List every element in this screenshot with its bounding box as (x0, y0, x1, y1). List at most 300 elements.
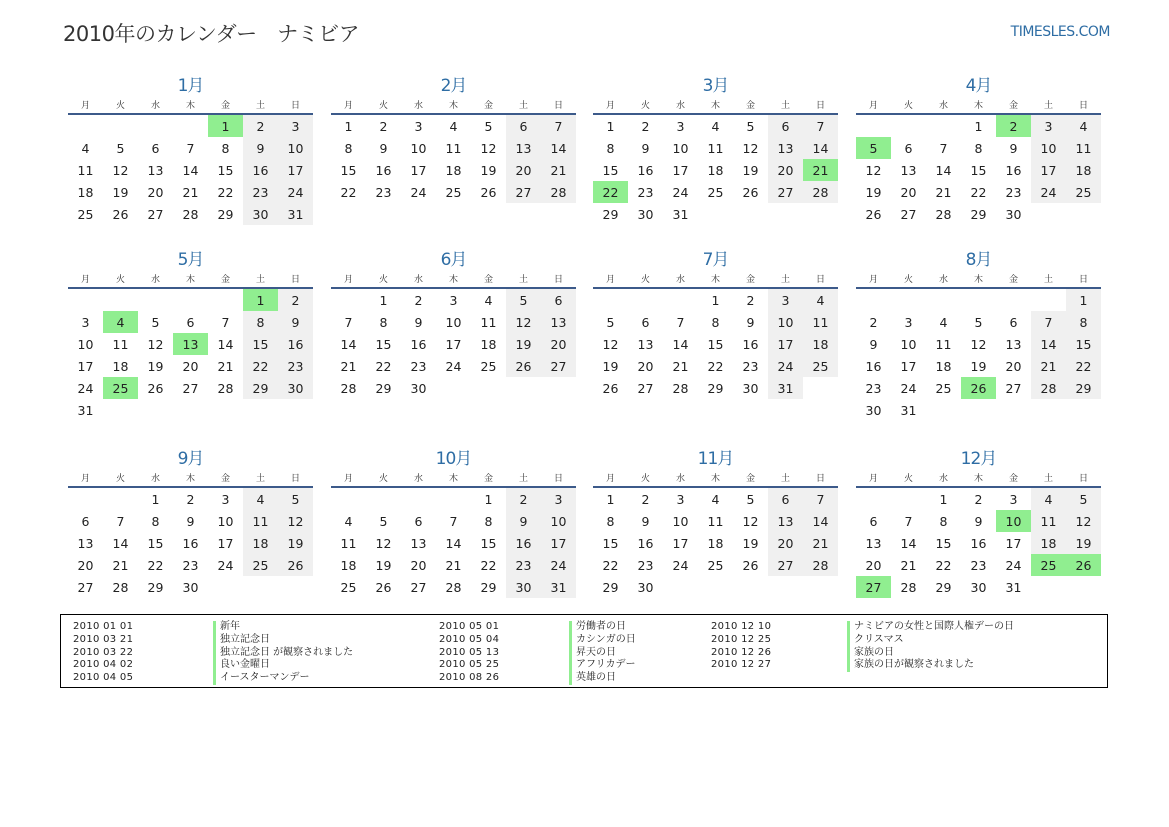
weekend-day-cell: 10 (541, 510, 576, 532)
weekday-header (331, 98, 576, 110)
day-cell: 23 (970, 557, 987, 573)
weekday-header (68, 471, 313, 483)
day-grid (856, 488, 1101, 598)
day-cell: 22 (340, 184, 357, 200)
day-cell: 28 (900, 579, 917, 595)
weekday-label: 金 (1008, 473, 1018, 484)
day-cell: 6 (904, 140, 913, 156)
day-cell: 22 (970, 184, 987, 200)
day-cell: 16 (637, 162, 654, 178)
weekend-day-cell: 20 (768, 532, 803, 554)
day-cell: 13 (637, 336, 654, 352)
weekday-label: 木 (448, 473, 458, 484)
legend-holiday-name: 家族の日が観察されました (847, 659, 974, 672)
month-1 (68, 74, 313, 225)
month-11 (593, 447, 838, 598)
weekend-day-cell: 23 (243, 181, 278, 203)
weekend-day-cell: 13 (506, 137, 541, 159)
day-cell: 6 (414, 513, 423, 529)
weekend-day-cell: 17 (1031, 159, 1066, 181)
day-cell: 28 (935, 206, 952, 222)
day-cell: 16 (637, 535, 654, 551)
empty-cell (103, 289, 138, 311)
legend-holiday-name: イースターマンデー (213, 672, 310, 685)
day-cell: 29 (480, 579, 497, 595)
weekday-label: 日 (553, 100, 563, 111)
legend-date: 2010 05 01 (439, 621, 500, 632)
weekday-label: 日 (553, 473, 563, 484)
day-cell: 14 (217, 336, 234, 352)
weekday-label: 水 (150, 473, 160, 484)
weekend-day-cell: 21 (1031, 355, 1066, 377)
weekday-label: 火 (115, 473, 125, 484)
weekday-label: 日 (290, 100, 300, 111)
day-cell: 27 (1005, 380, 1022, 396)
empty-cell (926, 289, 961, 311)
month-title: 5月 (177, 250, 204, 270)
day-cell: 9 (641, 513, 650, 529)
day-cell: 26 (112, 206, 129, 222)
holiday-day-cell: 1 (243, 289, 278, 311)
day-cell: 1 (711, 292, 720, 308)
day-cell: 30 (637, 206, 654, 222)
holiday-day-cell: 2 (996, 115, 1031, 137)
day-cell: 21 (900, 557, 917, 573)
day-cell: 11 (77, 162, 94, 178)
weekend-day-cell: 24 (1031, 181, 1066, 203)
month-5 (68, 248, 313, 421)
weekday-label: 土 (1043, 274, 1053, 285)
weekday-label: 水 (413, 100, 423, 111)
day-cell: 23 (1005, 184, 1022, 200)
day-cell: 12 (865, 162, 882, 178)
day-cell: 15 (935, 535, 952, 551)
empty-cell (593, 289, 628, 311)
month-6 (331, 248, 576, 399)
day-cell: 6 (1009, 314, 1018, 330)
day-grid (331, 289, 576, 399)
weekday-label: 木 (710, 473, 720, 484)
weekday-label: 土 (255, 100, 265, 111)
month-title: 3月 (702, 76, 729, 96)
day-cell: 5 (379, 513, 388, 529)
weekend-day-cell: 13 (768, 137, 803, 159)
legend-holiday-name: 独立記念日 (213, 634, 270, 647)
legend-holiday-name: アフリカデー (569, 659, 636, 672)
day-cell: 15 (970, 162, 987, 178)
legend-holiday-name: ナミビアの女性と国際人権デーの日 (847, 621, 1014, 634)
day-cell: 19 (375, 557, 392, 573)
day-cell: 22 (935, 557, 952, 573)
day-cell: 3 (1009, 491, 1018, 507)
day-cell: 13 (1005, 336, 1022, 352)
day-cell: 24 (672, 557, 689, 573)
day-cell: 22 (480, 557, 497, 573)
day-cell: 23 (410, 358, 427, 374)
empty-cell (68, 115, 103, 137)
weekend-day-cell: 28 (803, 554, 838, 576)
weekday-label: 水 (150, 100, 160, 111)
weekday-label: 木 (185, 473, 195, 484)
weekday-label: 木 (710, 274, 720, 285)
weekend-day-cell: 8 (243, 311, 278, 333)
weekday-label: 月 (605, 100, 615, 111)
day-cell: 18 (445, 162, 462, 178)
day-cell: 27 (900, 206, 917, 222)
weekend-day-cell: 5 (278, 488, 313, 510)
weekday-label: 火 (903, 100, 913, 111)
weekend-day-cell: 21 (803, 532, 838, 554)
day-cell: 10 (672, 140, 689, 156)
weekend-day-cell: 4 (243, 488, 278, 510)
day-cell: 11 (480, 314, 497, 330)
holiday-day-cell: 27 (856, 576, 891, 598)
weekend-day-cell: 20 (541, 333, 576, 355)
weekday-header (593, 98, 838, 110)
day-cell: 17 (410, 162, 427, 178)
day-cell: 12 (375, 535, 392, 551)
day-cell: 22 (375, 358, 392, 374)
weekday-label: 土 (1043, 100, 1053, 111)
day-cell: 18 (340, 557, 357, 573)
weekend-day-cell: 13 (541, 311, 576, 333)
day-cell: 17 (1005, 535, 1022, 551)
weekday-label: 月 (80, 473, 90, 484)
weekday-label: 金 (220, 274, 230, 285)
day-cell: 25 (340, 579, 357, 595)
day-cell: 5 (746, 491, 755, 507)
month-title: 10月 (435, 449, 472, 469)
day-cell: 23 (182, 557, 199, 573)
day-cell: 25 (445, 184, 462, 200)
day-cell: 8 (151, 513, 160, 529)
day-cell: 22 (707, 358, 724, 374)
legend-date: 2010 12 26 (711, 646, 772, 658)
weekend-day-cell: 6 (541, 289, 576, 311)
legend-date: 2010 05 13 (439, 646, 500, 658)
day-cell: 3 (449, 292, 458, 308)
day-cell: 25 (707, 184, 724, 200)
day-cell: 7 (116, 513, 125, 529)
empty-cell (436, 488, 471, 510)
day-cell: 20 (410, 557, 427, 573)
day-cell: 24 (1005, 557, 1022, 573)
weekend-day-cell: 5 (1066, 488, 1101, 510)
day-cell: 4 (711, 118, 720, 134)
holiday-day-cell: 26 (1066, 554, 1101, 576)
empty-cell (331, 289, 366, 311)
weekend-day-cell: 29 (243, 377, 278, 399)
legend-date: 2010 04 05 (73, 672, 134, 684)
day-cell: 20 (1005, 358, 1022, 374)
weekend-day-cell: 3 (1031, 115, 1066, 137)
day-cell: 13 (410, 535, 427, 551)
month-12 (856, 447, 1101, 598)
day-cell: 30 (1005, 206, 1022, 222)
empty-cell (103, 488, 138, 510)
day-cell: 3 (221, 491, 230, 507)
weekday-header (593, 471, 838, 483)
day-cell: 20 (637, 358, 654, 374)
day-cell: 12 (112, 162, 129, 178)
day-cell: 31 (77, 402, 94, 418)
weekday-label: 水 (938, 473, 948, 484)
weekday-label: 火 (640, 473, 650, 484)
day-cell: 10 (900, 336, 917, 352)
day-cell: 15 (147, 535, 164, 551)
weekday-label: 金 (745, 100, 755, 111)
day-cell: 5 (746, 118, 755, 134)
day-cell: 30 (865, 402, 882, 418)
month-title: 6月 (440, 250, 467, 270)
day-cell: 7 (939, 140, 948, 156)
weekday-label: 木 (185, 100, 195, 111)
day-grid (593, 488, 838, 598)
weekend-day-cell: 17 (768, 333, 803, 355)
day-cell: 9 (186, 513, 195, 529)
day-cell: 9 (379, 140, 388, 156)
day-cell: 14 (445, 535, 462, 551)
weekend-day-cell: 6 (768, 115, 803, 137)
day-cell: 9 (641, 140, 650, 156)
empty-cell (926, 115, 961, 137)
day-cell: 5 (484, 118, 493, 134)
weekend-day-cell: 11 (1031, 510, 1066, 532)
legend-holiday-name: 独立記念日 が観察されました (213, 647, 353, 660)
day-cell: 11 (935, 336, 952, 352)
weekday-label: 土 (518, 100, 528, 111)
day-cell: 21 (445, 557, 462, 573)
day-cell: 11 (707, 513, 724, 529)
day-cell: 12 (480, 140, 497, 156)
weekend-day-cell: 4 (803, 289, 838, 311)
day-cell: 8 (711, 314, 720, 330)
day-cell: 30 (742, 380, 759, 396)
weekend-day-cell: 12 (506, 311, 541, 333)
empty-cell (138, 115, 173, 137)
day-cell: 30 (970, 579, 987, 595)
weekend-day-cell: 22 (1066, 355, 1101, 377)
holiday-legend (60, 614, 1108, 688)
weekday-label: 日 (815, 274, 825, 285)
month-title: 7月 (702, 250, 729, 270)
day-cell: 5 (116, 140, 125, 156)
month-title: 2月 (440, 76, 467, 96)
day-cell: 6 (641, 314, 650, 330)
day-cell: 24 (77, 380, 94, 396)
weekday-label: 日 (1078, 473, 1088, 484)
legend-holiday-name: 英雄の日 (569, 672, 616, 685)
day-cell: 7 (904, 513, 913, 529)
weekday-label: 木 (710, 100, 720, 111)
day-grid (68, 289, 313, 421)
day-cell: 21 (340, 358, 357, 374)
weekday-header (68, 272, 313, 284)
day-cell: 15 (340, 162, 357, 178)
weekend-day-cell: 26 (506, 355, 541, 377)
legend-date: 2010 05 25 (439, 659, 500, 671)
weekday-label: 土 (255, 473, 265, 484)
day-cell: 19 (602, 358, 619, 374)
day-cell: 11 (707, 140, 724, 156)
day-cell: 12 (742, 140, 759, 156)
day-cell: 26 (742, 557, 759, 573)
weekday-label: 土 (1043, 473, 1053, 484)
weekday-label: 金 (220, 100, 230, 111)
day-cell: 23 (637, 184, 654, 200)
day-cell: 3 (904, 314, 913, 330)
day-cell: 2 (746, 292, 755, 308)
weekday-header (856, 471, 1101, 483)
weekend-day-cell: 20 (506, 159, 541, 181)
day-cell: 31 (900, 402, 917, 418)
page-title: 2010年のカレンダー ナミビア (63, 22, 360, 46)
weekend-day-cell: 16 (506, 532, 541, 554)
weekday-label: 日 (290, 473, 300, 484)
day-cell: 30 (182, 579, 199, 595)
day-cell: 17 (217, 535, 234, 551)
day-cell: 3 (676, 118, 685, 134)
weekend-day-cell: 7 (803, 488, 838, 510)
day-cell: 15 (602, 162, 619, 178)
weekend-day-cell: 12 (278, 510, 313, 532)
day-cell: 8 (484, 513, 493, 529)
day-cell: 16 (1005, 162, 1022, 178)
day-cell: 6 (869, 513, 878, 529)
month-title: 1月 (177, 76, 204, 96)
weekday-label: 木 (448, 100, 458, 111)
empty-cell (856, 115, 891, 137)
day-cell: 4 (484, 292, 493, 308)
weekday-label: 金 (483, 274, 493, 285)
day-cell: 26 (742, 184, 759, 200)
day-cell: 18 (707, 162, 724, 178)
legend-date: 2010 08 26 (439, 672, 500, 684)
day-cell: 4 (344, 513, 353, 529)
day-cell: 1 (606, 118, 615, 134)
holiday-day-cell: 13 (173, 333, 208, 355)
day-cell: 23 (865, 380, 882, 396)
day-cell: 8 (974, 140, 983, 156)
day-cell: 28 (182, 206, 199, 222)
weekend-day-cell: 18 (1066, 159, 1101, 181)
empty-cell (138, 289, 173, 311)
day-cell: 22 (602, 557, 619, 573)
legend-date: 2010 12 10 (711, 621, 772, 632)
weekday-label: 水 (413, 274, 423, 285)
day-cell: 21 (672, 358, 689, 374)
day-cell: 8 (221, 140, 230, 156)
day-cell: 31 (1005, 579, 1022, 595)
legend-holiday-name: 家族の日 (847, 647, 894, 660)
weekday-label: 水 (938, 274, 948, 285)
weekday-header (593, 272, 838, 284)
day-cell: 12 (742, 513, 759, 529)
weekend-day-cell: 14 (1031, 333, 1066, 355)
weekday-label: 火 (378, 100, 388, 111)
day-cell: 25 (935, 380, 952, 396)
weekday-label: 水 (938, 100, 948, 111)
day-cell: 20 (865, 557, 882, 573)
day-cell: 23 (637, 557, 654, 573)
day-cell: 31 (672, 206, 689, 222)
day-cell: 2 (869, 314, 878, 330)
weekday-label: 木 (973, 473, 983, 484)
weekend-day-cell: 10 (1031, 137, 1066, 159)
month-2 (331, 74, 576, 203)
day-cell: 6 (81, 513, 90, 529)
day-cell: 15 (217, 162, 234, 178)
weekday-label: 土 (518, 473, 528, 484)
day-cell: 17 (672, 535, 689, 551)
empty-cell (961, 289, 996, 311)
month-9 (68, 447, 313, 598)
site-logo-text[interactable]: TIMESLES.COM (1010, 24, 1110, 40)
day-cell: 27 (637, 380, 654, 396)
weekday-label: 火 (378, 274, 388, 285)
weekend-day-cell: 24 (768, 355, 803, 377)
day-cell: 8 (939, 513, 948, 529)
day-cell: 9 (974, 513, 983, 529)
weekend-day-cell: 23 (278, 355, 313, 377)
weekend-day-cell: 27 (768, 554, 803, 576)
weekend-day-cell: 25 (1066, 181, 1101, 203)
legend-date: 2010 01 01 (73, 621, 134, 632)
weekend-day-cell: 3 (278, 115, 313, 137)
day-cell: 24 (445, 358, 462, 374)
weekend-day-cell: 15 (1066, 333, 1101, 355)
empty-cell (856, 488, 891, 510)
day-cell: 9 (869, 336, 878, 352)
weekend-day-cell: 11 (1066, 137, 1101, 159)
day-cell: 5 (974, 314, 983, 330)
day-grid (68, 488, 313, 598)
weekday-label: 日 (1078, 100, 1088, 111)
month-title: 11月 (697, 449, 734, 469)
holiday-day-cell: 25 (103, 377, 138, 399)
day-cell: 16 (865, 358, 882, 374)
day-cell: 29 (147, 579, 164, 595)
day-cell: 1 (344, 118, 353, 134)
day-cell: 30 (410, 380, 427, 396)
legend-date: 2010 12 27 (711, 659, 772, 671)
weekday-label: 水 (413, 473, 423, 484)
day-cell: 15 (375, 336, 392, 352)
empty-cell (996, 289, 1031, 311)
weekend-day-cell: 18 (803, 333, 838, 355)
weekend-day-cell: 30 (243, 203, 278, 225)
day-grid (856, 289, 1101, 421)
day-cell: 12 (970, 336, 987, 352)
day-cell: 14 (340, 336, 357, 352)
weekend-day-cell: 30 (278, 377, 313, 399)
day-grid (331, 115, 576, 203)
weekend-day-cell: 17 (541, 532, 576, 554)
day-cell: 22 (217, 184, 234, 200)
day-cell: 3 (81, 314, 90, 330)
weekend-day-cell: 19 (506, 333, 541, 355)
legend-holiday-name: 良い金曜日 (213, 659, 270, 672)
weekend-day-cell: 31 (541, 576, 576, 598)
weekday-label: 金 (745, 274, 755, 285)
weekend-day-cell: 2 (278, 289, 313, 311)
weekend-day-cell: 4 (1031, 488, 1066, 510)
month-title: 9月 (177, 449, 204, 469)
day-cell: 26 (865, 206, 882, 222)
weekend-day-cell: 13 (768, 510, 803, 532)
weekend-day-cell: 11 (243, 510, 278, 532)
empty-cell (366, 488, 401, 510)
